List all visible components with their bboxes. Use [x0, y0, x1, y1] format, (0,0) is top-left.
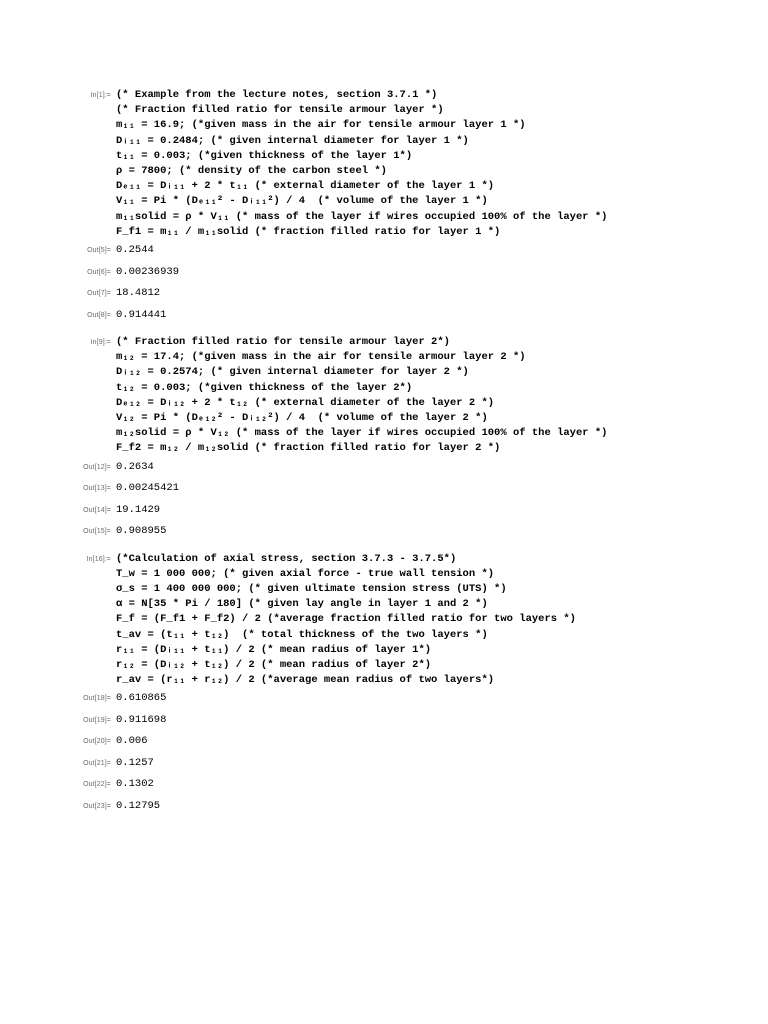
- code-line: F_f1 = m₁₁ / m₁₁solid (* fraction filled ratio for layer 1 *): [116, 225, 501, 238]
- code-line: Dᵢ₁₁ = 0.2484; (* given internal diameter for layer 1 *): [116, 134, 469, 147]
- code-line: ρ = 7800; (* density of the carbon steel *): [116, 165, 387, 178]
- output-label: Out[8]=: [87, 311, 111, 319]
- output-label: Out[14]=: [83, 506, 111, 514]
- output-label: Out[21]=: [83, 759, 111, 767]
- output-value: 0.12795: [116, 799, 161, 812]
- code-line: t_av = (t₁₁ + t₁₂) (* total thickness of the two layers *): [116, 628, 488, 641]
- output-cell[interactable]: [0, 799, 768, 821]
- input-label: In[9]:=: [90, 339, 111, 347]
- code-line: V₁₁ = Pi * (Dₑ₁₁² - Dᵢ₁₁²) / 4 (* volume of the layer 1 *): [116, 195, 488, 208]
- code-line: r_av = (r₁₁ + r₁₂) / 2 (*average mean radius of two layers*): [116, 674, 495, 687]
- code-line: F_f2 = m₁₂ / m₁₂solid (* fraction filled ratio for layer 2 *): [116, 442, 501, 455]
- output-cell[interactable]: [0, 481, 768, 503]
- output-label: Out[6]=: [87, 268, 111, 276]
- output-value: 0.2634: [116, 460, 154, 473]
- output-value: 0.00236939: [116, 265, 180, 278]
- code-line: F_f = (F_f1 + F_f2) / 2 (*average fraction filled ratio for two layers *): [116, 613, 576, 626]
- output-label: Out[12]=: [83, 463, 111, 471]
- output-cell[interactable]: [0, 460, 768, 482]
- output-label: Out[19]=: [83, 716, 111, 724]
- output-cell[interactable]: [0, 286, 768, 308]
- code-line: r₁₂ = (Dᵢ₁₂ + t₁₂) / 2 (* mean radius of layer 2*): [116, 659, 432, 672]
- notebook: [0, 88, 768, 820]
- output-cell[interactable]: [0, 503, 768, 525]
- code-line: Dₑ₁₁ = Dᵢ₁₁ + 2 * t₁₁ (* external diameter of the layer 1 *): [116, 180, 495, 193]
- output-label: Out[7]=: [87, 290, 111, 298]
- input-cell[interactable]: [0, 88, 768, 240]
- output-cell[interactable]: [0, 734, 768, 756]
- code-line: Dₑ₁₂ = Dᵢ₁₂ + 2 * t₁₂ (* external diameter of the layer 2 *): [116, 396, 495, 409]
- output-label: Out[15]=: [83, 528, 111, 536]
- code-line: m₁₂solid = ρ * V₁₂ (* mass of the layer if wires occupied 100% of the layer *): [116, 427, 608, 440]
- output-label: Out[13]=: [83, 485, 111, 493]
- output-cell[interactable]: [0, 243, 768, 265]
- output-cell[interactable]: [0, 524, 768, 546]
- output-label: Out[20]=: [83, 738, 111, 746]
- code-line: (*Calculation of axial stress, section 3.7.3 - 3.7.5*): [116, 552, 457, 565]
- code-line: (* Fraction filled ratio for tensile armour layer 2*): [116, 336, 450, 349]
- output-label: Out[22]=: [83, 781, 111, 789]
- output-cell[interactable]: [0, 691, 768, 713]
- output-cell[interactable]: [0, 308, 768, 330]
- input-label: In[1]:=: [90, 92, 111, 99]
- output-cell[interactable]: [0, 777, 768, 799]
- output-cell[interactable]: [0, 265, 768, 287]
- code-line: m₁₂ = 17.4; (*given mass in the air for tensile armour layer 2 *): [116, 351, 526, 364]
- output-value: 0.00245421: [116, 482, 180, 495]
- output-cell[interactable]: [0, 756, 768, 778]
- output-label: Out[5]=: [87, 247, 111, 255]
- output-value: 19.1429: [116, 503, 161, 516]
- code-line: α = N[35 * Pi / 180] (* given lay angle in layer 1 and 2 *): [116, 598, 488, 611]
- output-value: 0.911698: [116, 713, 167, 726]
- output-value: 18.4812: [116, 287, 161, 300]
- code-line: (* Example from the lecture notes, section 3.7.1 *): [116, 89, 438, 101]
- code-line: t₁₁ = 0.003; (*given thickness of the layer 1*): [116, 149, 413, 162]
- code-line: t₁₂ = 0.003; (*given thickness of the layer 2*): [116, 381, 413, 394]
- code-line: Dᵢ₁₂ = 0.2574; (* given internal diameter for layer 2 *): [116, 366, 469, 379]
- input-cell[interactable]: [0, 335, 768, 457]
- input-label: In[16]:=: [86, 555, 111, 563]
- output-label: Out[18]=: [83, 695, 111, 703]
- output-value: 0.914441: [116, 308, 167, 321]
- code-line: m₁₁ = 16.9; (*given mass in the air for tensile armour layer 1 *): [116, 119, 526, 132]
- output-value: 0.908955: [116, 525, 167, 538]
- output-value: 0.2544: [116, 244, 154, 257]
- output-value: 0.006: [116, 735, 148, 748]
- code-line: r₁₁ = (Dᵢ₁₁ + t₁₁) / 2 (* mean radius of layer 1*): [116, 643, 432, 656]
- code-line: m₁₁solid = ρ * V₁₁ (* mass of the layer if wires occupied 100% of the layer *): [116, 210, 608, 223]
- output-value: 0.1257: [116, 756, 154, 769]
- code-line: V₁₂ = Pi * (Dₑ₁₂² - Dᵢ₁₂²) / 4 (* volume of the layer 2 *): [116, 412, 488, 425]
- code-line: (* Fraction filled ratio for tensile armour layer *): [116, 104, 444, 117]
- output-label: Out[23]=: [83, 802, 111, 810]
- code-line: T_w = 1 000 000; (* given axial force - true wall tension *): [116, 567, 495, 580]
- input-cell[interactable]: [0, 552, 768, 689]
- output-value: 0.610865: [116, 692, 167, 705]
- output-cell[interactable]: [0, 713, 768, 735]
- output-value: 0.1302: [116, 778, 154, 791]
- code-line: σ_s = 1 400 000 000; (* given ultimate tension stress (UTS) *): [116, 583, 507, 596]
